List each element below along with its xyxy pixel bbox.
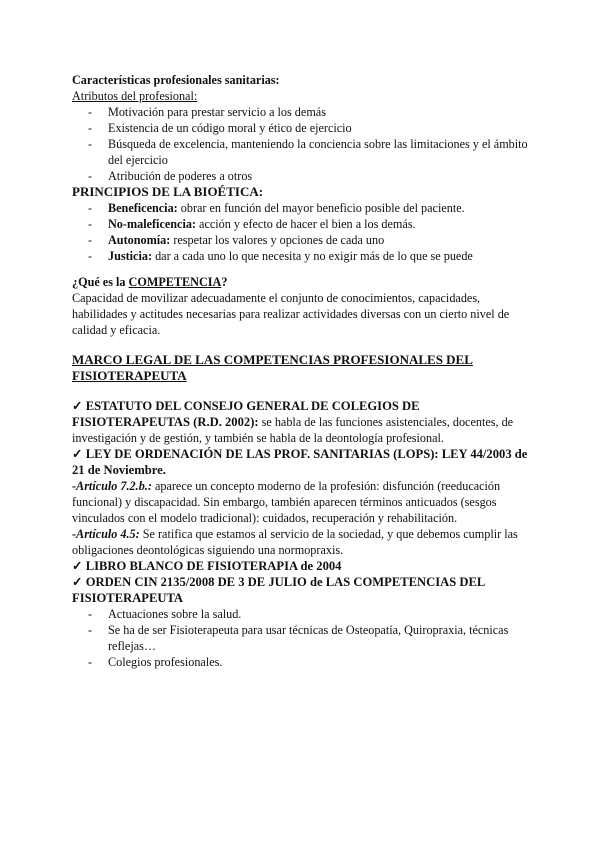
ley-heading: ✓ LEY DE ORDENACIÓN DE LAS PROF. SANITARIAS (LOPS): LEY 44/2003 de 21 de Noviembre. bbox=[72, 447, 528, 477]
section-title-caracteristicas: Características profesionales sanitarias: bbox=[72, 73, 280, 87]
list-item: - Colegios profesionales. bbox=[72, 654, 532, 670]
articulo-4-text: Se ratifica que estamos al servicio de la sociedad, y que debemos cumplir las obligaciones deontológicas siguiendo una normopraxis. bbox=[72, 527, 518, 557]
bioetica-title: PRINCIPIOS DE LA BIOÉTICA: bbox=[72, 184, 264, 199]
articulo-7-text: aparece un concepto moderno de la profesión: disfunción (reeducación funcional) y discapacidad. Sin embargo, también aparecen términos anticuados (sesgos vinculados con el modelo tradicional): cuidados, recuperación y rehabilitación. bbox=[72, 479, 501, 525]
term: Autonomía: bbox=[108, 233, 171, 247]
competencia-question: ¿Qué es la COMPETENCIA? bbox=[72, 275, 228, 289]
orden-list bbox=[72, 606, 532, 670]
definition: dar a cada uno lo que necesita y no exigir más de lo que se puede bbox=[152, 249, 473, 263]
estatuto-heading: ✓ ESTATUTO DEL CONSEJO GENERAL DE COLEGIOS DE FISIOTERAPEUTAS (R.D. 2002): bbox=[72, 399, 420, 429]
subtitle-atributos: Atributos del profesional: bbox=[72, 89, 198, 103]
definition: acción y efecto de hacer el bien a los demás. bbox=[196, 217, 416, 231]
orden-cin-heading: ✓ ORDEN CIN 2135/2008 DE 3 DE JULIO de LAS COMPETENCIAS DEL FISIOTERAPEUTA bbox=[72, 575, 485, 605]
list-item: - Actuaciones sobre la salud. bbox=[72, 606, 532, 622]
list-item: - Motivación para prestar servicio a los demás bbox=[72, 104, 532, 120]
list-item: - Existencia de un código moral y ético de ejercicio bbox=[72, 120, 532, 136]
articulo-4-paragraph bbox=[72, 526, 532, 558]
marco-legal-title: MARCO LEGAL DE LAS COMPETENCIAS PROFESIONALES DEL FISIOTERAPEUTA bbox=[72, 352, 473, 383]
definition: respetar los valores y opciones de cada uno bbox=[170, 233, 385, 247]
term: Beneficencia: bbox=[108, 201, 178, 215]
competencia-definition: Capacidad de movilizar adecuadamente el conjunto de conocimientos, capacidades, habilidades y actitudes necesarias para realizar actividades diversas con un cierto nivel de calidad y eficacia. bbox=[72, 291, 510, 337]
articulo-7-paragraph bbox=[72, 478, 532, 526]
competencia-word: COMPETENCIA bbox=[128, 275, 222, 289]
atributos-list bbox=[72, 104, 532, 184]
articulo-4-label: -Artículo 4.5: bbox=[72, 527, 140, 541]
term: No-maleficencia: bbox=[108, 217, 196, 231]
list-item: - Atribución de poderes a otros bbox=[72, 168, 532, 184]
list-item bbox=[72, 216, 532, 232]
estatuto-text: se habla de las funciones asistenciales, docentes, de investigación y de gestión, y también se habla de la deontología profesional. bbox=[72, 415, 514, 445]
list-item: - Se ha de ser Fisioterapeuta para usar técnicas de Osteopatía, Quiropraxia, técnicas reflejas… bbox=[72, 622, 532, 654]
list-item bbox=[72, 232, 532, 248]
bioetica-list bbox=[72, 200, 532, 264]
term: Justicia: bbox=[108, 249, 153, 263]
estatuto-paragraph bbox=[72, 398, 532, 446]
definition: obrar en función del mayor beneficio posible del paciente. bbox=[177, 201, 465, 215]
document-page bbox=[72, 72, 532, 670]
list-item bbox=[72, 248, 532, 264]
list-item: - Búsqueda de excelencia, manteniendo la conciencia sobre las limitaciones y el ámbito del ejercicio bbox=[72, 136, 532, 168]
list-item bbox=[72, 200, 532, 216]
libro-blanco-heading: ✓ LIBRO BLANCO DE FISIOTERAPIA de 2004 bbox=[72, 559, 342, 573]
articulo-7-label: -Artículo 7.2.b.: bbox=[72, 479, 152, 493]
